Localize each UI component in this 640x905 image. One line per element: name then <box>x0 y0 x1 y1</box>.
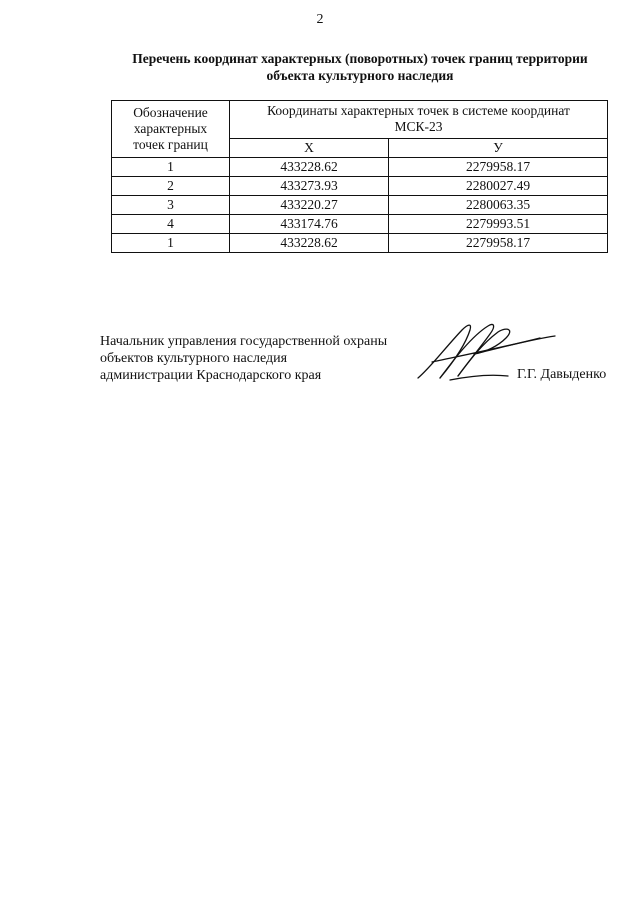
signatory-position <box>100 333 387 384</box>
header-designation-line-3: точек границ <box>133 137 208 152</box>
cell-x: 433228.62 <box>230 158 389 177</box>
title-line-1: Перечень координат характерных (поворотных) точек границ территории <box>132 51 588 66</box>
cell-point: 1 <box>112 234 230 253</box>
cell-point: 4 <box>112 215 230 234</box>
cell-x: 433220.27 <box>230 196 389 215</box>
table-row <box>112 177 608 196</box>
cell-y: 2279993.51 <box>389 215 608 234</box>
position-line-2: объектов культурного наследия <box>100 351 288 366</box>
cell-y: 2280027.49 <box>389 177 608 196</box>
position-line-1: Начальник управления государственной охраны <box>100 334 388 349</box>
header-x: X <box>230 138 389 157</box>
cell-x: 433174.76 <box>230 215 389 234</box>
cell-point: 3 <box>112 196 230 215</box>
coordinates-table <box>111 100 608 253</box>
document-title <box>100 50 620 84</box>
cell-y: 2279958.17 <box>389 158 608 177</box>
position-line-3: администрации Краснодарского края <box>100 368 322 383</box>
table-row <box>112 196 608 215</box>
cell-x: 433273.93 <box>230 177 389 196</box>
cell-y: 2279958.17 <box>389 234 608 253</box>
header-point-designation <box>112 101 230 158</box>
header-coords-line-1: Координаты характерных точек в системе координат <box>267 103 570 119</box>
title-line-2: объекта культурного наследия <box>266 68 454 83</box>
header-designation-line-1: Обозначение <box>133 105 208 120</box>
header-coords-line-2: МСК-23 <box>394 119 443 135</box>
header-coordinates <box>230 101 608 139</box>
header-y: У <box>389 138 608 157</box>
cell-point: 1 <box>112 158 230 177</box>
page-number: 2 <box>316 12 324 27</box>
header-designation-line-2: характерных <box>133 121 208 136</box>
cell-y: 2280063.35 <box>389 196 608 215</box>
cell-x: 433228.62 <box>230 234 389 253</box>
table-row <box>112 234 608 253</box>
table-row <box>112 158 608 177</box>
signer-name: Г.Г. Давыденко <box>517 367 607 382</box>
table-row <box>112 215 608 234</box>
cell-point: 2 <box>112 177 230 196</box>
